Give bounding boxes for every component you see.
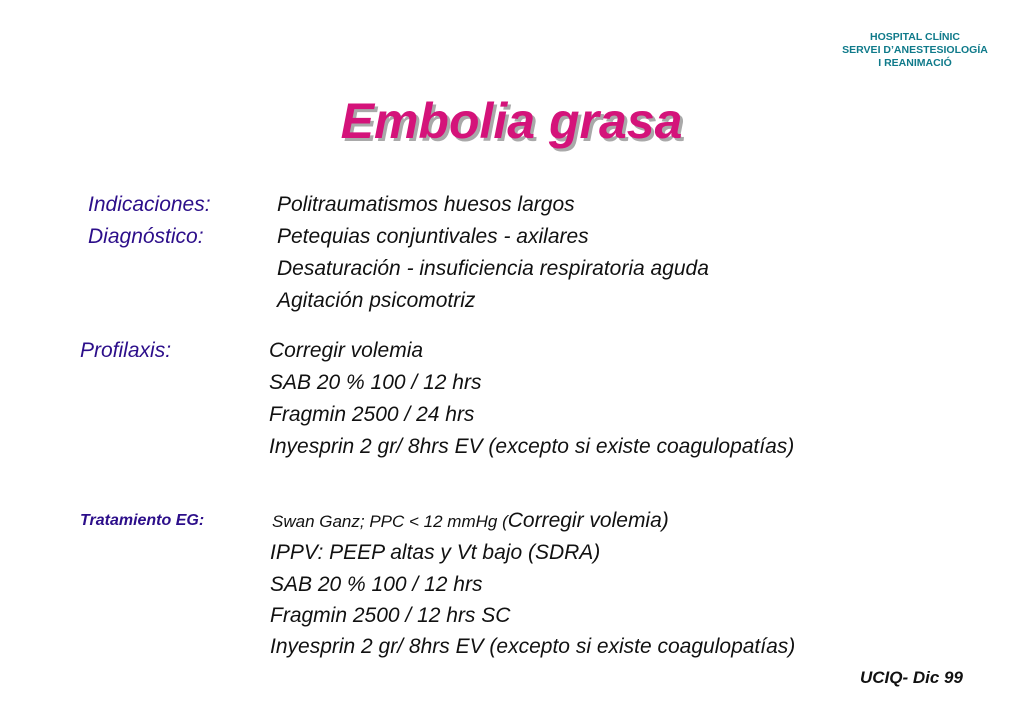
diagnostico-item: Desaturación - insuficiencia respiratoria aguda: [277, 257, 709, 280]
tratamiento-item-first: [272, 509, 669, 533]
tratamiento-item: Fragmin 2500 / 12 hrs SC: [270, 604, 511, 627]
profilaxis-item: Fragmin 2500 / 24 hrs: [269, 403, 475, 426]
indicaciones-label: Indicaciones:: [88, 193, 211, 216]
tratamiento-item: SAB 20 % 100 / 12 hrs: [270, 573, 483, 596]
tratamiento-first-large: Corregir volemia): [507, 509, 669, 532]
diagnostico-item: Agitación psicomotriz: [277, 289, 476, 312]
diagnostico-label: Diagnóstico:: [88, 225, 204, 248]
profilaxis-label: Profilaxis:: [80, 339, 172, 362]
tratamiento-item: IPPV: PEEP altas y Vt bajo (SDRA): [270, 541, 601, 564]
indicaciones-item: Politraumatismos huesos largos: [277, 193, 575, 216]
tratamiento-first-small: Swan Ganz; PPC < 12 mmHg (: [272, 512, 508, 531]
profilaxis-item: SAB 20 % 100 / 12 hrs: [269, 371, 482, 394]
profilaxis-item: Corregir volemia: [269, 339, 424, 362]
hospital-header: [820, 31, 1010, 70]
header-line-2: SERVEI D’ANESTESIOLOGÍA: [842, 44, 988, 56]
tratamiento-label: Tratamiento EG:: [80, 512, 205, 529]
slide-title: Embolia grasa: [340, 93, 683, 149]
header-line-3: I REANIMACIÓ: [878, 57, 952, 69]
header-line-1: HOSPITAL CLÍNIC: [869, 31, 961, 43]
footer-label: UCIQ- Dic 99: [860, 668, 963, 687]
profilaxis-item: Inyesprin 2 gr/ 8hrs EV (excepto si existe coagulopatías): [269, 435, 795, 458]
tratamiento-item: Inyesprin 2 gr/ 8hrs EV (excepto si existe coagulopatías): [270, 635, 796, 658]
diagnostico-item: Petequias conjuntivales - axilares: [277, 225, 589, 248]
